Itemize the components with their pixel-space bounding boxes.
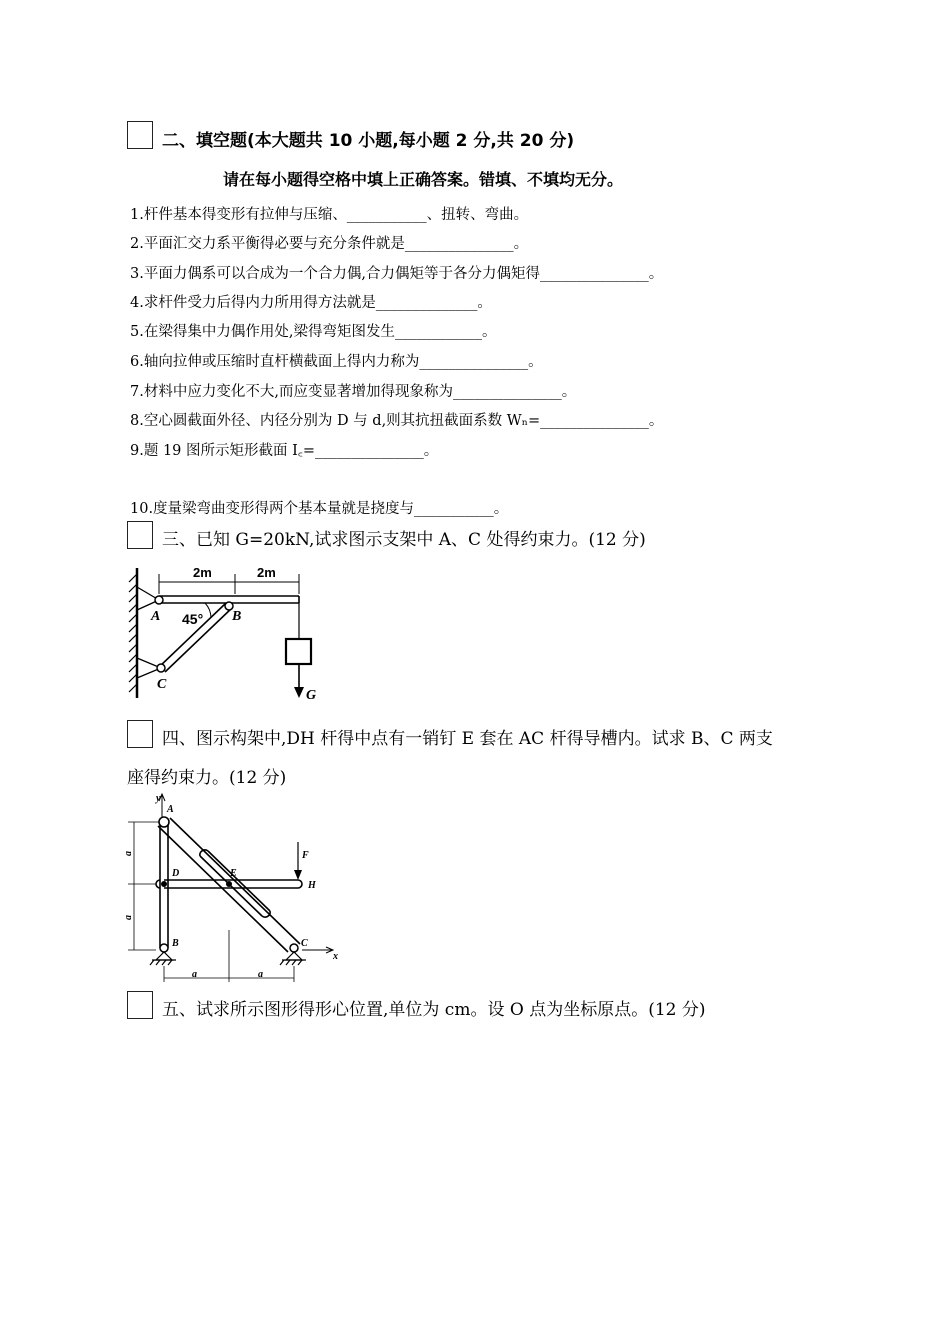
section2-instruction: 请在每小题得空格中填上正确答案。错填、不填均无分。: [223, 170, 624, 189]
pin-b: [160, 944, 168, 952]
pin-c: [290, 944, 298, 952]
label-a-bottom-right: a: [258, 969, 263, 980]
section2-heading: 二、填空题(本大题共 10 小题,每小题 2 分,共 20 分): [162, 131, 575, 151]
question-7: 7.材料中应力变化不大,而应变显著增加得现象称为_______________。: [130, 384, 577, 400]
pin-e: [226, 881, 232, 887]
label-b: B: [172, 938, 179, 949]
label-e: E: [230, 868, 237, 879]
section4-heading-line1: 四、图示构架中,DH 杆得中点有一销钉 E 套在 AC 杆得导槽内。试求 B、C 两支: [162, 729, 773, 749]
label-a: A: [167, 804, 174, 815]
label-y: y: [156, 793, 161, 804]
score-box-section4[interactable]: [127, 720, 153, 748]
pin-c: [157, 664, 165, 672]
gravity-arrow-icon: [294, 687, 304, 698]
label-angle: 45°: [182, 611, 204, 627]
question-3: 3.平面力偶系可以合成为一个合力偶,合力偶矩等于各分力偶矩得_______________。: [130, 266, 664, 282]
force-arrow-icon: [294, 870, 302, 880]
label-g: G: [306, 688, 317, 703]
label-d: D: [172, 868, 180, 879]
label-b: B: [232, 609, 242, 624]
label-x: x: [333, 951, 338, 962]
wall: [129, 568, 137, 698]
support-c: [280, 952, 306, 965]
label-a-left-bottom: a: [123, 915, 134, 920]
label-a-left-top: a: [123, 851, 134, 856]
dim-label-2: 2m: [257, 565, 276, 580]
section4-heading-line2: 座得约束力。(12 分): [127, 768, 287, 788]
score-box-section5[interactable]: [127, 991, 153, 1019]
dim-label-1: 2m: [193, 565, 212, 580]
hanging-load: [286, 603, 311, 694]
pin-a: [155, 596, 163, 604]
question-1: 1.杆件基本得变形有拉伸与压缩、___________、扭转、弯曲。: [130, 207, 529, 223]
question-9: 9.题 19 图所示矩形截面 I꜀=_______________。: [130, 443, 439, 459]
label-f: F: [302, 850, 309, 861]
support-b: [150, 952, 176, 965]
question-4: 4.求杆件受力后得内力所用得方法就是______________。: [130, 295, 492, 311]
pin-d: [161, 881, 167, 887]
frame-figure: [122, 790, 347, 985]
horizontal-dimension: [164, 930, 294, 982]
score-box-section3[interactable]: [127, 521, 153, 549]
label-h: H: [308, 880, 316, 891]
section3-heading: 三、已知 G=20kN,试求图示支架中 A、C 处得约束力。(12 分): [162, 530, 646, 550]
label-a-bottom-left: a: [192, 969, 197, 980]
label-c: C: [157, 677, 167, 692]
question-5: 5.在梁得集中力偶作用处,梁得弯矩图发生____________。: [130, 324, 497, 340]
question-10: 10.度量梁弯曲变形得两个基本量就是挠度与___________。: [130, 501, 509, 517]
bracket-figure: [125, 560, 325, 705]
score-box-section2[interactable]: [127, 121, 153, 149]
label-c: C: [301, 938, 308, 949]
pin-a: [159, 817, 169, 827]
question-8: 8.空心圆截面外径、内径分别为 D 与 d,则其抗扭截面系数 Wₙ=_______________。: [130, 413, 664, 429]
angle-arc: [205, 603, 211, 618]
question-2: 2.平面汇交力系平衡得必要与充分条件就是_______________。: [130, 236, 529, 252]
dimension-lines: [159, 574, 299, 594]
label-a: A: [151, 609, 161, 624]
question-6: 6.轴向拉伸或压缩时直杆横截面上得内力称为_______________。: [130, 354, 543, 370]
section5-heading: 五、试求所示图形得形心位置,单位为 cm。设 O 点为坐标原点。(12 分): [162, 1000, 706, 1020]
